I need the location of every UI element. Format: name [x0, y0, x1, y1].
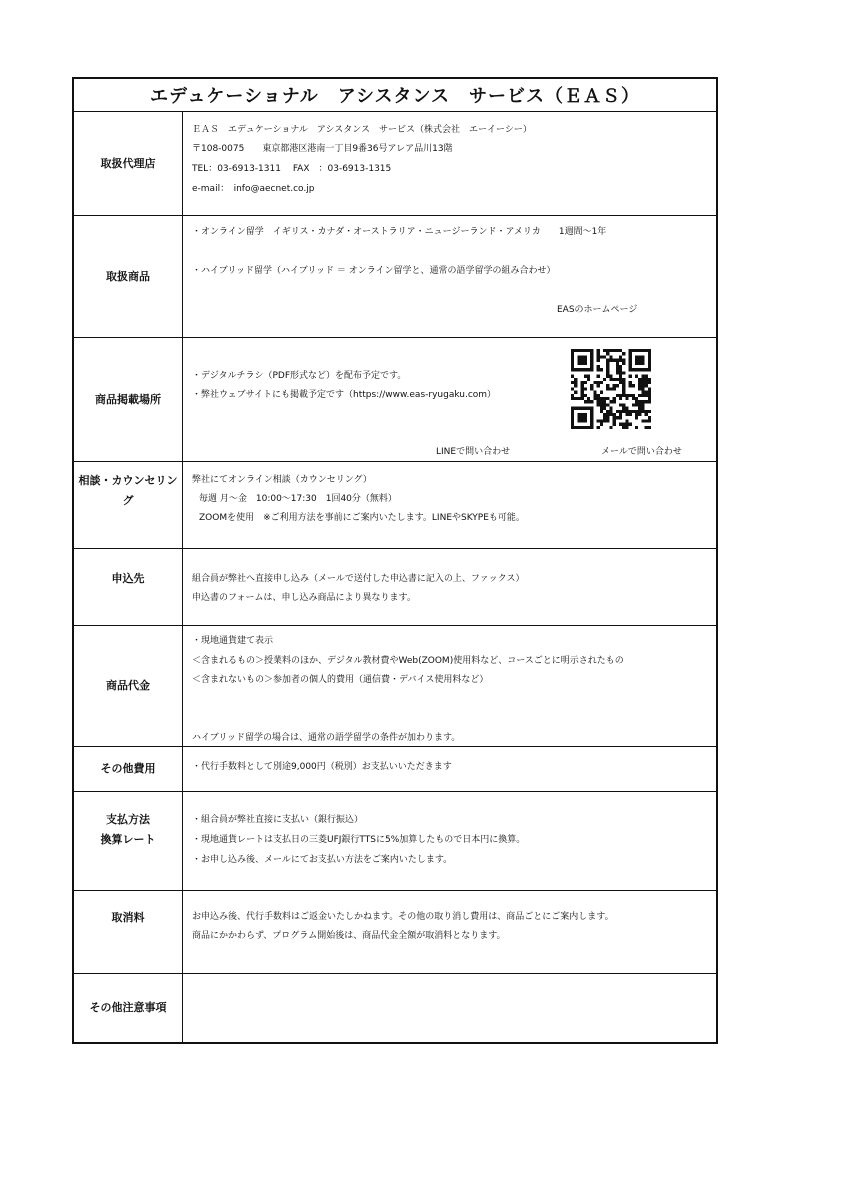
price-hybrid-note: ハイブリッド留学の場合は、通常の語学留学の条件が加わります。 [192, 733, 461, 743]
label-notes: その他注意事項 [74, 974, 183, 1042]
agency-name: ＥＡＳ エデュケーショナル アシスタンス サービス（株式会社 エーイーシー） [192, 125, 532, 135]
label-other-fees: その他費用 [74, 747, 183, 791]
row-cancellation [74, 891, 716, 974]
row-products [74, 216, 716, 338]
row-other-fees [74, 747, 716, 792]
label-products: 取扱商品 [74, 216, 183, 337]
cancellation-line-1: お申込み後、代行手数料はご返金いたしかねます。その他の取り消し費用は、商品ごとにご案内します。 [192, 912, 614, 922]
content-agency [183, 112, 716, 215]
cancellation-line-2: 商品にかかわらず、プログラム開始後は、商品代金全額が取消料となります。 [192, 931, 506, 941]
counseling-hours: 毎週 月～金 10:00～17:30 1回40分（無料） [199, 494, 397, 504]
price-excluded: ＜含まれないもの＞参加者の個人的費用（通信費・デバイス使用料など） [192, 675, 489, 685]
listing-website: ・弊社ウェブサイトにも掲載予定です（https://www.eas-ryugaku.com） [192, 390, 497, 400]
product-hybrid: ・ハイブリッド留学（ハイブリッド ＝ オンライン留学と、通常の語学留学の組み合わせ） [192, 266, 556, 276]
label-counseling: 相談・カウンセリング [74, 462, 183, 548]
content-other-fees [183, 747, 716, 791]
label-application: 申込先 [74, 549, 183, 625]
info-sheet [72, 77, 718, 1044]
content-cancellation [183, 891, 716, 973]
row-listing [74, 338, 716, 462]
homepage-label: EASのホームページ [557, 305, 638, 315]
label-exchange-rate: 換算レート [100, 833, 156, 846]
row-payment [74, 792, 716, 891]
row-agency [74, 112, 716, 216]
application-line-2: 申込書のフォームは、申し込み商品により異なります。 [192, 593, 416, 603]
payment-line-1: ・組合員が弊社直接に支払い（銀行振込） [192, 815, 364, 825]
counseling-line-1: 弊社にてオンライン相談（カウンセリング） [192, 475, 372, 485]
content-payment [183, 792, 716, 890]
payment-line-3: ・お申し込み後、メールにてお支払い方法をご案内いたします。 [192, 855, 453, 865]
label-payment-method: 支払方法 [106, 813, 150, 826]
other-fees-line: ・代行手数料として別途9,000円（税別）お支払いいただきます [192, 762, 452, 772]
content-listing [183, 338, 716, 461]
label-agency: 取扱代理店 [74, 112, 183, 215]
content-counseling [183, 462, 716, 548]
label-listing: 商品掲載場所 [74, 338, 183, 461]
application-line-1: 組合員が弊社へ直接申し込み（メールで送付した申込書に記入の上、ファックス） [192, 574, 525, 584]
price-currency: ・現地通貨建て表示 [192, 636, 274, 646]
agency-address: 〒108-0075 東京都港区港南一丁目9番36号アレア品川13階 [192, 144, 453, 154]
qr-code-icon [571, 349, 651, 429]
agency-email: e-mail： info@aecnet.co.jp [192, 184, 315, 194]
row-price [74, 626, 716, 747]
agency-phone: TEL：03-6913-1311 FAX ：03-6913-1315 [192, 164, 392, 174]
row-counseling [74, 462, 716, 549]
listing-flyer: ・デジタルチラシ（PDF形式など）を配布予定です。 [192, 371, 407, 381]
label-price: 商品代金 [74, 626, 183, 746]
row-notes [74, 974, 716, 1042]
counseling-zoom: ZOOMを使用 ※ご利用方法を事前にご案内いたします。LINEやSKYPEも可能。 [199, 513, 525, 523]
label-payment [74, 792, 183, 890]
row-application [74, 549, 716, 626]
price-included: ＜含まれるもの＞授業料のほか、デジタル教材費やWeb(ZOOM)使用料など、コースごとに明示されたもの [192, 656, 624, 666]
mail-contact-label: メールで問い合わせ [601, 447, 682, 457]
label-cancellation: 取消料 [74, 891, 183, 973]
content-products [183, 216, 716, 337]
content-application [183, 549, 716, 625]
payment-line-2: ・現地通貨レートは支払日の三菱UFJ銀行TTSに5%加算したもので日本円に換算。 [192, 835, 526, 845]
line-contact-label: LINEで問い合わせ [436, 447, 511, 457]
product-online: ・オンライン留学 イギリス・カナダ・オーストラリア・ニュージーランド・アメリカ 1週間～1年 [192, 227, 607, 237]
content-price [183, 626, 716, 746]
page-title: エデュケーショナル アシスタンス サービス（ＥＡＳ） [74, 79, 716, 112]
content-notes [183, 974, 716, 1042]
